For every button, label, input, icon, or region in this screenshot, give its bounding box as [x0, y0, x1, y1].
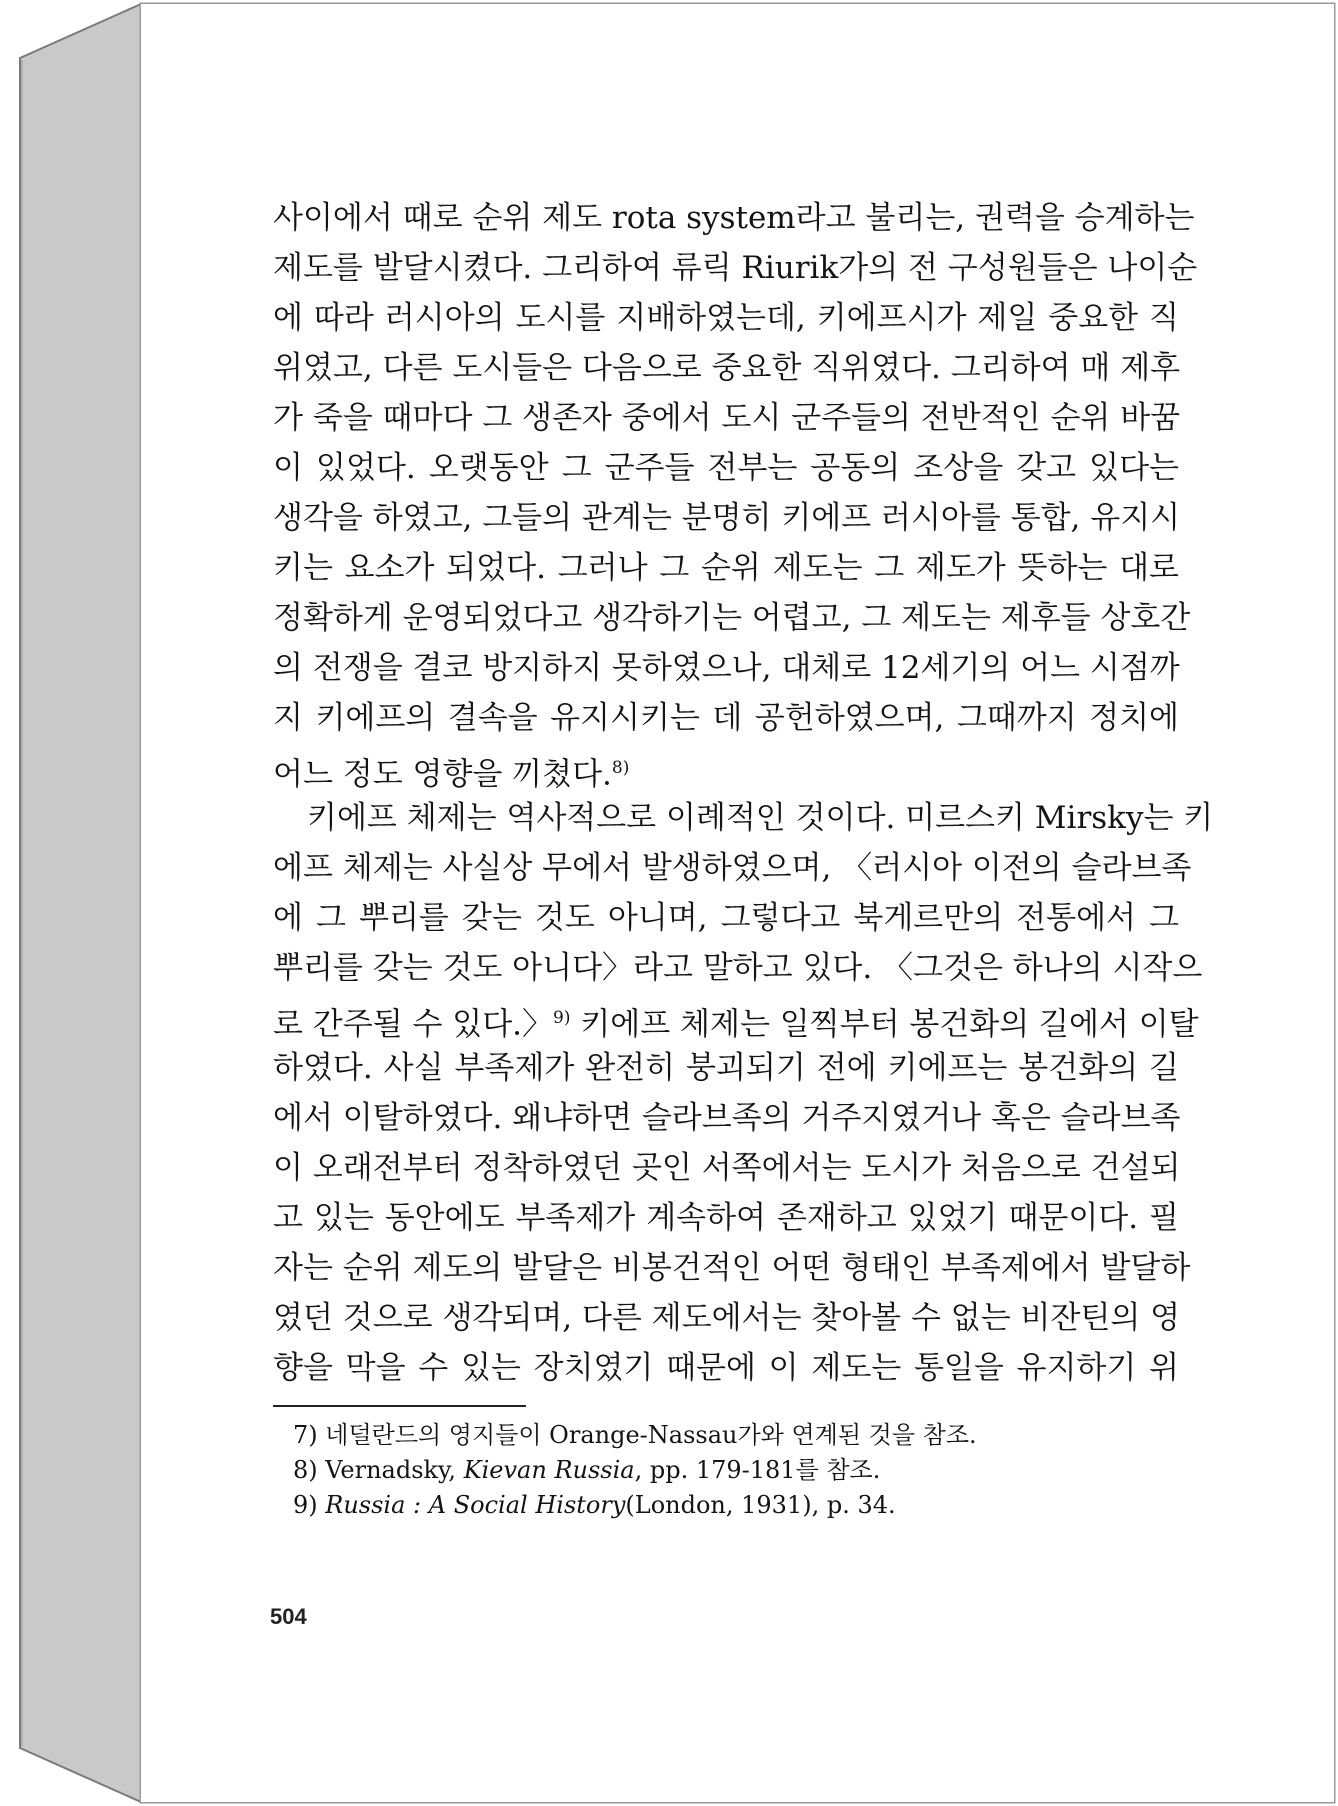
text-line: 사이에서 때로 순위 제도 rota system라고 불리는, 권력을 승계하는 [273, 200, 1195, 236]
text-line: 에 그 뿌리를 갖는 것도 아니며, 그렇다고 북게르만의 전통에서 그 [273, 900, 1179, 936]
text-line: 에서 이탈하였다. 왜냐하면 슬라브족의 거주지였거나 혹은 슬라브족 [273, 1100, 1181, 1136]
text-line: 위였고, 다른 도시들은 다음으로 중요한 직위였다. 그리하여 매 제후 [273, 350, 1181, 386]
text-line: 뿌리를 갖는 것도 아니다〉라고 말하고 있다. 〈그것은 하나의 시작으 [273, 950, 1203, 986]
page-number: 504 [270, 1604, 307, 1629]
text-line [273, 743, 1179, 793]
text-line: 지 키에프의 결속을 유지시키는 데 공헌하였으며, 그때까지 정치에 [273, 700, 1179, 736]
text-line: 에 따라 러시아의 도시를 지배하였는데, 키에프시가 제일 중요한 직 [273, 300, 1179, 336]
text-line-content: 어느 정도 영향을 끼쳤다. [273, 756, 612, 793]
text-line: 이 오래전부터 정착하였던 곳인 서쪽에서는 도시가 처음으로 건설되 [273, 1150, 1181, 1186]
book-spine-face [20, 4, 141, 1802]
footnote-9-title: Russia : A Social History [325, 1491, 626, 1519]
text-line-before: 로 간주될 수 있다.〉 [273, 1006, 554, 1043]
text-line: 향을 막을 수 있는 장치였기 때문에 이 제도는 통일을 유지하기 위 [273, 1350, 1179, 1386]
text-line: 자는 순위 제도의 발달은 비봉건적인 어떤 형태인 부족제에서 발달하 [273, 1250, 1191, 1286]
footnote-divider [273, 1405, 526, 1407]
footnote-8-title: Kievan Russia [463, 1456, 635, 1484]
footnote-8 [293, 1453, 1173, 1488]
footnote-9 [293, 1488, 1173, 1523]
footnote-ref-9: 9) [553, 1008, 571, 1028]
text-line: 키는 요소가 되었다. 그러나 그 순위 제도는 그 제도가 뜻하는 대로 [273, 550, 1179, 586]
text-line: 키에프 체제는 역사적으로 이례적인 것이다. 미르스키 Mirsky는 키 [307, 800, 1214, 836]
footnote-8-prefix: 8) Vernadsky, [293, 1456, 464, 1484]
text-line: 하였다. 사실 부족제가 완전히 붕괴되기 전에 키에프는 봉건화의 길 [273, 1050, 1179, 1086]
footnote-ref-8: 8) [611, 758, 630, 778]
footnotes [293, 1418, 1173, 1523]
text-line: 생각을 하였고, 그들의 관계는 분명히 키에프 러시아를 통합, 유지시 [273, 500, 1181, 536]
text-line: 가 죽을 때마다 그 생존자 중에서 도시 군주들의 전반적인 순위 바꿈 [273, 400, 1181, 436]
footnote-8-suffix: , pp. 179-181를 참조. [634, 1456, 881, 1484]
text-line: 제도를 발달시켰다. 그리하여 류릭 Riurik가의 전 구성원들은 나이순 [273, 250, 1198, 286]
paragraph-2 [273, 793, 1214, 1393]
text-line: 의 전쟁을 결코 방지하지 못하였으나, 대체로 12세기의 어느 시점까 [273, 650, 1180, 686]
footnote-9-prefix: 9) [293, 1491, 326, 1519]
footnote-7: 7) 네덜란드의 영지들이 Orange-Nassau가와 연계된 것을 참조. [293, 1421, 977, 1449]
footnote-9-suffix: (London, 1931), p. 34. [625, 1491, 896, 1519]
text-line: 였던 것으로 생각되며, 다른 제도에서는 찾아볼 수 없는 비잔틴의 영 [273, 1300, 1181, 1336]
text-line: 이 있었다. 오랫동안 그 군주들 전부는 공동의 조상을 갖고 있다는 [273, 450, 1179, 486]
text-line: 고 있는 동안에도 부족제가 계속하여 존재하고 있었기 때문이다. 필 [273, 1200, 1179, 1236]
paragraph-1 [273, 193, 1198, 793]
text-line-after: 키에프 체제는 일찍부터 봉건화의 길에서 이탈 [570, 1006, 1199, 1043]
text-line [273, 993, 1199, 1043]
text-line: 에프 체제는 사실상 무에서 발생하였으며, 〈러시아 이전의 슬라브족 [273, 850, 1192, 886]
text-line: 정확하게 운영되었다고 생각하기는 어렵고, 그 제도는 제후들 상호간 [273, 600, 1191, 636]
